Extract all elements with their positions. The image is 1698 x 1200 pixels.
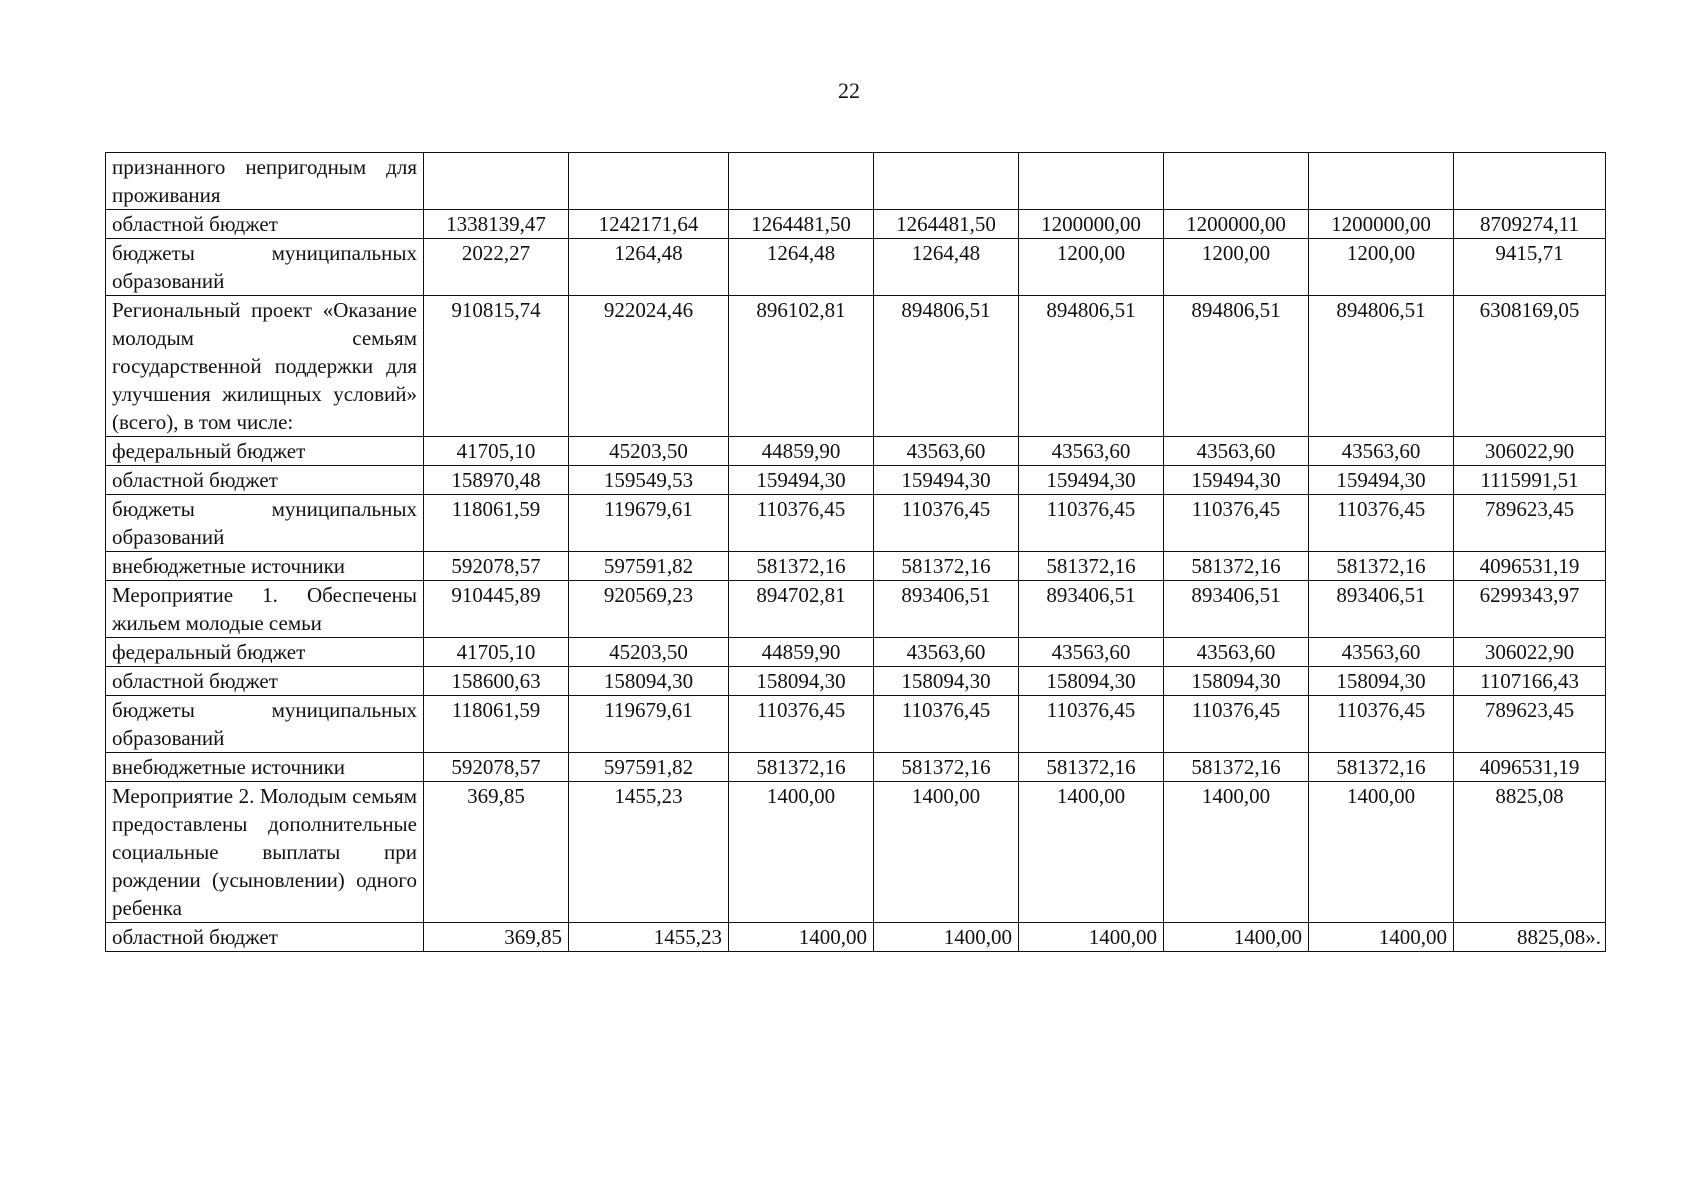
value-cell: 893406,51: [1164, 581, 1309, 638]
row-label: бюджеты муниципальных образований: [106, 495, 424, 552]
table-row: [106, 667, 1606, 696]
value-cell: 110376,45: [1164, 696, 1309, 753]
value-cell: 159494,30: [729, 466, 874, 495]
value-cell: 43563,60: [1309, 437, 1454, 466]
value-cell: 922024,46: [569, 296, 729, 437]
value-cell: [569, 153, 729, 210]
value-cell: 581372,16: [1309, 552, 1454, 581]
table-row: [106, 753, 1606, 782]
value-cell: 1242171,64: [569, 210, 729, 239]
value-cell: 110376,45: [1019, 495, 1164, 552]
value-cell: 159494,30: [1164, 466, 1309, 495]
value-cell: 894806,51: [874, 296, 1019, 437]
table-row: [106, 153, 1606, 210]
page-number: 22: [838, 78, 860, 103]
row-label: областной бюджет: [106, 210, 424, 239]
value-cell: 110376,45: [874, 495, 1019, 552]
table-row: [106, 437, 1606, 466]
value-cell: [729, 153, 874, 210]
value-cell: 581372,16: [874, 552, 1019, 581]
value-cell: 119679,61: [569, 696, 729, 753]
total-cell: 4096531,19: [1454, 753, 1606, 782]
value-cell: 159494,30: [1309, 466, 1454, 495]
value-cell: 1200000,00: [1019, 210, 1164, 239]
value-cell: 45203,50: [569, 638, 729, 667]
value-cell: 1400,00: [729, 782, 874, 923]
value-cell: 920569,23: [569, 581, 729, 638]
table-row: [106, 239, 1606, 296]
value-cell: 1338139,47: [424, 210, 569, 239]
value-cell: 158094,30: [1164, 667, 1309, 696]
value-cell: 1400,00: [874, 782, 1019, 923]
row-label: Региональный проект «Оказание молодым семьям государственной поддержки для улучшения жилищных условий» (всего), в том числе:: [106, 296, 424, 437]
value-cell: 1400,00: [1019, 923, 1164, 952]
total-cell: 1115991,51: [1454, 466, 1606, 495]
row-label: внебюджетные источники: [106, 552, 424, 581]
total-cell: 306022,90: [1454, 437, 1606, 466]
value-cell: 1200,00: [1164, 239, 1309, 296]
row-label: Мероприятие 1. Обеспечены жильем молодые семьи: [106, 581, 424, 638]
row-label: областной бюджет: [106, 667, 424, 696]
total-cell: 8709274,11: [1454, 210, 1606, 239]
total-cell: 306022,90: [1454, 638, 1606, 667]
value-cell: 110376,45: [874, 696, 1019, 753]
value-cell: 118061,59: [424, 495, 569, 552]
value-cell: 159494,30: [1019, 466, 1164, 495]
total-cell: 6299343,97: [1454, 581, 1606, 638]
value-cell: 893406,51: [1019, 581, 1164, 638]
value-cell: 369,85: [424, 782, 569, 923]
value-cell: 158094,30: [729, 667, 874, 696]
value-cell: 1200,00: [1309, 239, 1454, 296]
value-cell: 896102,81: [729, 296, 874, 437]
value-cell: 910815,74: [424, 296, 569, 437]
value-cell: 1200,00: [1019, 239, 1164, 296]
value-cell: 158970,48: [424, 466, 569, 495]
table-row: [106, 638, 1606, 667]
total-cell: 6308169,05: [1454, 296, 1606, 437]
value-cell: 1264,48: [569, 239, 729, 296]
row-label: областной бюджет: [106, 466, 424, 495]
value-cell: 43563,60: [1019, 437, 1164, 466]
value-cell: 158094,30: [874, 667, 1019, 696]
value-cell: 158094,30: [569, 667, 729, 696]
table-row: [106, 923, 1606, 952]
value-cell: 1455,23: [569, 923, 729, 952]
value-cell: 43563,60: [874, 638, 1019, 667]
total-cell: 4096531,19: [1454, 552, 1606, 581]
row-label: федеральный бюджет: [106, 638, 424, 667]
value-cell: 893406,51: [1309, 581, 1454, 638]
value-cell: 1264,48: [874, 239, 1019, 296]
value-cell: 43563,60: [874, 437, 1019, 466]
value-cell: 894702,81: [729, 581, 874, 638]
row-label: бюджеты муниципальных образований: [106, 239, 424, 296]
value-cell: 110376,45: [729, 696, 874, 753]
value-cell: 1264,48: [729, 239, 874, 296]
table-row: [106, 552, 1606, 581]
row-label: бюджеты муниципальных образований: [106, 696, 424, 753]
total-cell: [1454, 153, 1606, 210]
value-cell: 110376,45: [1309, 696, 1454, 753]
value-cell: 592078,57: [424, 552, 569, 581]
value-cell: 1200000,00: [1164, 210, 1309, 239]
value-cell: 45203,50: [569, 437, 729, 466]
row-label: внебюджетные источники: [106, 753, 424, 782]
value-cell: 158094,30: [1019, 667, 1164, 696]
budget-table: [105, 152, 1606, 952]
value-cell: 110376,45: [1309, 495, 1454, 552]
table-row: [106, 210, 1606, 239]
value-cell: 159549,53: [569, 466, 729, 495]
total-cell: 789623,45: [1454, 495, 1606, 552]
value-cell: 1400,00: [1164, 923, 1309, 952]
value-cell: 44859,90: [729, 437, 874, 466]
value-cell: 1400,00: [1019, 782, 1164, 923]
value-cell: 369,85: [424, 923, 569, 952]
row-label: признанного непригодным для проживания: [106, 153, 424, 210]
value-cell: 1455,23: [569, 782, 729, 923]
value-cell: 1400,00: [874, 923, 1019, 952]
table-row: [106, 581, 1606, 638]
value-cell: 119679,61: [569, 495, 729, 552]
total-cell: 1107166,43: [1454, 667, 1606, 696]
value-cell: 581372,16: [729, 753, 874, 782]
value-cell: 581372,16: [729, 552, 874, 581]
value-cell: 158094,30: [1309, 667, 1454, 696]
value-cell: [424, 153, 569, 210]
value-cell: 581372,16: [1019, 753, 1164, 782]
value-cell: 1200000,00: [1309, 210, 1454, 239]
table-row: [106, 495, 1606, 552]
row-label: Мероприятие 2. Молодым семьям предоставлены дополнительные социальные выплаты при рождении (усыновлении) одного ребенка: [106, 782, 424, 923]
value-cell: 894806,51: [1309, 296, 1454, 437]
total-cell: 8825,08: [1454, 782, 1606, 923]
value-cell: 910445,89: [424, 581, 569, 638]
table-row: [106, 466, 1606, 495]
value-cell: 1264481,50: [874, 210, 1019, 239]
value-cell: 110376,45: [1164, 495, 1309, 552]
value-cell: [1164, 153, 1309, 210]
value-cell: 1400,00: [1164, 782, 1309, 923]
value-cell: 1400,00: [729, 923, 874, 952]
value-cell: 159494,30: [874, 466, 1019, 495]
value-cell: 110376,45: [1019, 696, 1164, 753]
value-cell: 43563,60: [1164, 638, 1309, 667]
value-cell: 592078,57: [424, 753, 569, 782]
value-cell: 44859,90: [729, 638, 874, 667]
value-cell: 893406,51: [874, 581, 1019, 638]
value-cell: [1019, 153, 1164, 210]
value-cell: [874, 153, 1019, 210]
value-cell: 41705,10: [424, 437, 569, 466]
table-row: [106, 782, 1606, 923]
value-cell: 110376,45: [729, 495, 874, 552]
value-cell: 43563,60: [1309, 638, 1454, 667]
value-cell: 43563,60: [1019, 638, 1164, 667]
table-body: [106, 153, 1606, 952]
value-cell: 158600,63: [424, 667, 569, 696]
total-cell: 9415,71: [1454, 239, 1606, 296]
value-cell: 581372,16: [1164, 753, 1309, 782]
value-cell: 1264481,50: [729, 210, 874, 239]
value-cell: 118061,59: [424, 696, 569, 753]
value-cell: 894806,51: [1164, 296, 1309, 437]
row-label: областной бюджет: [106, 923, 424, 952]
value-cell: 597591,82: [569, 753, 729, 782]
total-cell: 8825,08».: [1454, 923, 1606, 952]
value-cell: 581372,16: [1164, 552, 1309, 581]
value-cell: 894806,51: [1019, 296, 1164, 437]
total-cell: 789623,45: [1454, 696, 1606, 753]
value-cell: 1400,00: [1309, 782, 1454, 923]
table-row: [106, 296, 1606, 437]
value-cell: 1400,00: [1309, 923, 1454, 952]
value-cell: 2022,27: [424, 239, 569, 296]
value-cell: 43563,60: [1164, 437, 1309, 466]
value-cell: [1309, 153, 1454, 210]
row-label: федеральный бюджет: [106, 437, 424, 466]
value-cell: 597591,82: [569, 552, 729, 581]
value-cell: 581372,16: [1019, 552, 1164, 581]
value-cell: 41705,10: [424, 638, 569, 667]
table-row: [106, 696, 1606, 753]
value-cell: 581372,16: [1309, 753, 1454, 782]
value-cell: 581372,16: [874, 753, 1019, 782]
